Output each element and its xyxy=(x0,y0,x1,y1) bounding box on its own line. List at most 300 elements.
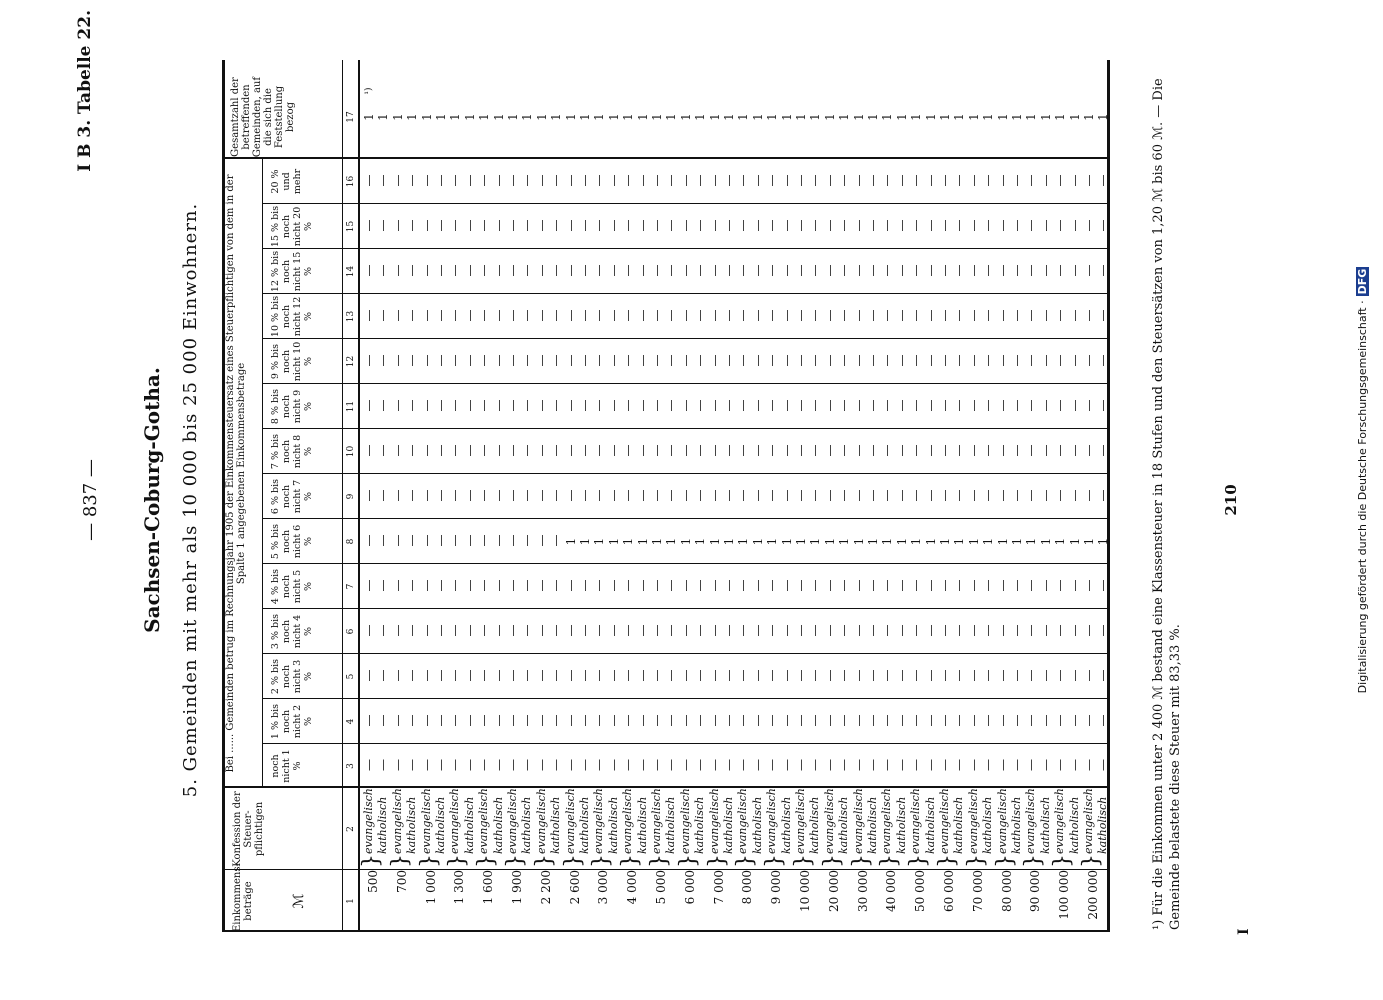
row-value: — xyxy=(376,309,391,322)
row-amount: 700 xyxy=(394,870,409,893)
row-value: — xyxy=(520,669,535,682)
row-value: — xyxy=(1096,264,1111,277)
row-value: — xyxy=(693,219,708,232)
row-value: — xyxy=(693,759,708,771)
row-value: — xyxy=(606,759,621,771)
row-value: — xyxy=(981,174,996,187)
row-value: — xyxy=(1096,624,1111,637)
row-value: — xyxy=(923,354,938,367)
row-amount: 500 xyxy=(366,870,380,893)
row-amount: 1 900 xyxy=(510,870,524,905)
row-confession: katholisch xyxy=(808,796,822,854)
row-value: — xyxy=(1067,714,1082,727)
row-value: 1 xyxy=(664,537,679,546)
row-value: — xyxy=(1038,669,1053,682)
row-value: — xyxy=(534,489,549,502)
row-value: — xyxy=(376,759,391,771)
row-confession: katholisch xyxy=(866,796,879,854)
row-confession: katholisch xyxy=(894,796,908,854)
row-value: — xyxy=(995,489,1010,502)
row-value: — xyxy=(506,399,520,412)
row-value: — xyxy=(952,399,967,412)
row-value: 1 xyxy=(736,537,751,546)
row-value: — xyxy=(1024,759,1039,771)
row-value: — xyxy=(851,264,866,277)
row-value: — xyxy=(419,399,434,412)
row-value: — xyxy=(722,264,736,277)
row-value: — xyxy=(938,489,952,502)
row-value: — xyxy=(952,579,967,592)
row-value: — xyxy=(707,219,722,232)
row-value: — xyxy=(592,444,607,457)
row-value: — xyxy=(563,174,578,187)
row-amount: 50 000 xyxy=(913,870,928,912)
row-confession: evangelisch xyxy=(938,788,951,854)
row-value: — xyxy=(563,624,578,637)
row-value: — xyxy=(390,354,405,367)
row-value: — xyxy=(693,489,708,502)
row-value: — xyxy=(635,354,650,367)
row-value: — xyxy=(995,444,1010,457)
row-total: 1 xyxy=(563,113,578,121)
row-total: 1 xyxy=(520,113,535,121)
row-value: — xyxy=(1038,759,1053,771)
row-brace: } xyxy=(704,854,730,868)
row-value: — xyxy=(1096,399,1111,412)
row-value: — xyxy=(434,309,448,322)
row-value: — xyxy=(491,174,506,187)
row-value: — xyxy=(434,399,448,412)
row-value: — xyxy=(866,354,880,367)
row-value: — xyxy=(765,354,780,367)
column-number: 11 xyxy=(346,400,356,413)
row-value: — xyxy=(693,669,708,682)
row-value: 1 xyxy=(650,537,664,546)
row-confession: katholisch xyxy=(750,796,764,854)
row-total: 1 xyxy=(707,113,722,121)
row-value: 1 xyxy=(678,537,693,546)
row-brace: } xyxy=(675,854,701,868)
col1-header-text: Einkommens-beträge xyxy=(232,863,254,932)
row-value: — xyxy=(563,309,578,322)
row-amount: 2 600 xyxy=(567,870,582,905)
row-value: — xyxy=(376,174,391,187)
row-value: — xyxy=(952,219,967,232)
row-value: — xyxy=(477,624,492,637)
row-value: — xyxy=(448,714,463,727)
row-confession: katholisch xyxy=(779,796,793,854)
row-value: — xyxy=(534,714,549,727)
row-value: — xyxy=(938,444,952,457)
row-value: — xyxy=(995,174,1010,187)
row-value: — xyxy=(578,399,592,412)
row-value: 1 xyxy=(981,537,996,546)
row-value: — xyxy=(966,489,981,502)
row-value: — xyxy=(1053,264,1068,277)
row-value: — xyxy=(405,624,420,637)
row-value: — xyxy=(1024,624,1039,637)
row-brace: } xyxy=(877,854,903,868)
row-value: — xyxy=(966,624,981,637)
row-value: — xyxy=(419,759,434,771)
row-value: — xyxy=(995,264,1010,277)
row-value: — xyxy=(462,759,477,771)
row-value: — xyxy=(1082,444,1096,457)
row-value: — xyxy=(1038,354,1053,367)
row-value: — xyxy=(678,174,693,187)
row-value: — xyxy=(707,759,722,771)
row-amount: 3 000 xyxy=(596,870,611,905)
row-value: — xyxy=(938,624,952,637)
row-value: — xyxy=(952,354,967,367)
row-value: — xyxy=(362,579,376,592)
row-value: — xyxy=(506,714,520,727)
row-confession: evangelisch xyxy=(851,788,865,854)
row-value: — xyxy=(405,399,420,412)
row-value: — xyxy=(621,354,636,367)
row-value: — xyxy=(693,399,708,412)
row-total: 1 xyxy=(390,113,405,121)
row-value: — xyxy=(549,489,564,502)
row-value: — xyxy=(534,399,549,412)
row-value: — xyxy=(376,534,391,547)
row-amount: 1 300 xyxy=(452,870,467,905)
row-value: — xyxy=(837,714,852,727)
row-total: 1 xyxy=(462,113,477,121)
row-value: — xyxy=(736,264,751,277)
row-confession: evangelisch xyxy=(1053,788,1067,854)
row-value: — xyxy=(434,219,448,232)
row-brace: } xyxy=(445,854,471,868)
row-value: — xyxy=(549,309,564,322)
row-value: — xyxy=(707,174,722,187)
row-value: — xyxy=(866,489,880,502)
row-value: — xyxy=(923,309,938,322)
row-brace: } xyxy=(416,854,442,868)
row-value: — xyxy=(362,759,376,771)
row-value: — xyxy=(894,759,909,771)
row-value: — xyxy=(938,579,952,592)
row-value: — xyxy=(1010,309,1024,322)
row-amount: 10 000 xyxy=(798,870,812,912)
row-value: — xyxy=(966,309,981,322)
row-value: — xyxy=(405,444,420,457)
row-value: — xyxy=(390,534,405,547)
row-value: 1 xyxy=(866,537,880,546)
row-value: — xyxy=(995,624,1010,637)
tax-rate-table xyxy=(222,60,1111,932)
row-value: — xyxy=(693,309,708,322)
row-value: — xyxy=(606,399,621,412)
row-value: — xyxy=(635,309,650,322)
row-value: — xyxy=(765,174,780,187)
row-value: — xyxy=(707,264,722,277)
row-total: 1 xyxy=(880,113,895,121)
row-value: — xyxy=(866,309,880,322)
row-value: — xyxy=(866,579,880,592)
row-confession: evangelisch xyxy=(362,788,375,854)
row-value: — xyxy=(938,174,952,187)
row-value: — xyxy=(880,489,895,502)
row-value: — xyxy=(765,714,780,727)
row-value: — xyxy=(362,309,376,322)
row-value: — xyxy=(563,264,578,277)
row-value: — xyxy=(477,174,492,187)
row-brace: } xyxy=(935,854,960,868)
row-value: — xyxy=(664,489,679,502)
row-value: — xyxy=(448,534,463,547)
row-value: — xyxy=(477,714,492,727)
row-value: — xyxy=(419,669,434,682)
row-value: — xyxy=(606,264,621,277)
row-value: — xyxy=(923,444,938,457)
column-number: 6 xyxy=(346,628,356,635)
row-value: 1 xyxy=(750,537,765,546)
roman-mark: I xyxy=(1236,928,1252,935)
row-total: 1 xyxy=(376,113,391,121)
row-value: — xyxy=(995,354,1010,367)
row-value: 1 xyxy=(808,537,823,546)
row-confession: katholisch xyxy=(376,796,390,854)
row-value: 1 xyxy=(794,537,808,546)
row-brace: } xyxy=(963,854,989,868)
column-divider xyxy=(262,383,1107,384)
row-value: — xyxy=(750,309,765,322)
row-total: 1 xyxy=(606,113,621,121)
row-total: 1 xyxy=(362,113,376,121)
row-value: — xyxy=(1096,759,1111,771)
column-number: 3 xyxy=(346,763,356,769)
row-value: — xyxy=(981,714,996,727)
row-value: — xyxy=(750,759,765,771)
row-value: — xyxy=(534,219,549,232)
row-value: — xyxy=(765,669,780,682)
row-value: — xyxy=(563,219,578,232)
row-brace: } xyxy=(647,854,672,868)
row-value: 1 xyxy=(621,537,636,546)
row-value: — xyxy=(909,309,924,322)
row-value: — xyxy=(506,354,520,367)
row-value: — xyxy=(1067,219,1082,232)
row-value: — xyxy=(549,669,564,682)
digitization-note xyxy=(1356,30,1369,930)
row-value: — xyxy=(693,264,708,277)
row-value: — xyxy=(736,579,751,592)
row-value: — xyxy=(736,714,751,727)
row-value: — xyxy=(736,219,751,232)
row-value: — xyxy=(650,444,664,457)
row-value: — xyxy=(520,579,535,592)
row-value: — xyxy=(779,444,794,457)
row-value: — xyxy=(1082,579,1096,592)
row-value: — xyxy=(1067,489,1082,502)
row-value: — xyxy=(419,309,434,322)
row-value: — xyxy=(1053,219,1068,232)
row-value: — xyxy=(808,714,823,727)
row-value: — xyxy=(1038,444,1053,457)
row-value: — xyxy=(851,759,866,771)
row-value: — xyxy=(606,489,621,502)
row-value: 1 xyxy=(722,537,736,546)
row-value: — xyxy=(794,174,808,187)
rate-header: 4 % bis noch nicht 5 % xyxy=(270,568,314,605)
row-value: — xyxy=(462,534,477,547)
row-value: — xyxy=(894,309,909,322)
row-total: 1 xyxy=(894,113,909,121)
row-value: — xyxy=(909,714,924,727)
row-value: — xyxy=(1067,759,1082,771)
row-value: — xyxy=(952,174,967,187)
row-value: — xyxy=(938,309,952,322)
row-value: — xyxy=(808,489,823,502)
row-value: — xyxy=(434,624,448,637)
column-number: 13 xyxy=(346,310,356,323)
row-value: — xyxy=(534,669,549,682)
header-rule xyxy=(358,60,360,932)
row-value: — xyxy=(434,534,448,547)
column-divider xyxy=(262,473,1107,474)
row-value: — xyxy=(534,444,549,457)
row-value: — xyxy=(491,579,506,592)
row-value: — xyxy=(822,624,837,637)
row-value: — xyxy=(578,714,592,727)
row-value: — xyxy=(736,669,751,682)
row-value: — xyxy=(477,354,492,367)
row-total: 1 xyxy=(995,113,1010,121)
row-value: — xyxy=(750,489,765,502)
row-value: — xyxy=(822,579,837,592)
rate-header: noch nicht 1 % xyxy=(270,749,303,783)
group-header: Bei ...... Gemeinden betrug im Rechnungsjahr 1905 der Einkommensteuersatz eines Steuerpflichtigen von dem in der Spalte 1 angegebenen Einkommensbetrage xyxy=(225,174,247,773)
row-brace: } xyxy=(733,854,759,868)
row-amount: 6 000 xyxy=(682,870,697,905)
row-value: — xyxy=(592,174,607,187)
row-value: — xyxy=(650,309,664,322)
row-value: — xyxy=(549,534,564,547)
row-value: — xyxy=(822,309,837,322)
row-value: — xyxy=(894,444,909,457)
column-divider xyxy=(262,338,1107,339)
row-value: — xyxy=(851,714,866,727)
row-total: 1 xyxy=(650,113,664,121)
row-value: — xyxy=(650,264,664,277)
row-total: 1 xyxy=(779,113,794,121)
row-value: — xyxy=(650,714,664,727)
row-value: — xyxy=(1024,264,1039,277)
row-value: — xyxy=(578,669,592,682)
row-value: — xyxy=(678,489,693,502)
row-value: — xyxy=(448,489,463,502)
row-value: — xyxy=(520,174,535,187)
row-value: — xyxy=(434,714,448,727)
row-value: — xyxy=(851,624,866,637)
row-value: — xyxy=(1038,174,1053,187)
row-value: — xyxy=(448,759,463,771)
row-value: — xyxy=(779,219,794,232)
footnote: ¹) Für die Einkommen unter 2 400 ℳ bestand eine Klassensteuer in 18 Stufen und den Steuersätzen von 1,20 ℳ bis 60 ℳ. — Die Gemeinde belastete diese Steuer mit 83,33 %. xyxy=(1151,78,1183,930)
row-value: — xyxy=(1038,264,1053,277)
row-value: — xyxy=(837,669,852,682)
row-value: — xyxy=(794,354,808,367)
row-value: — xyxy=(592,714,607,727)
row-value: — xyxy=(534,759,549,771)
row-value: — xyxy=(534,534,549,547)
row-value: — xyxy=(491,534,506,547)
row-value: — xyxy=(462,354,477,367)
row-value: — xyxy=(578,354,592,367)
row-value: — xyxy=(405,354,420,367)
row-value: — xyxy=(549,354,564,367)
rate-header: 3 % bis noch nicht 4 % xyxy=(270,613,314,650)
row-value: — xyxy=(506,264,520,277)
row-value: — xyxy=(722,174,736,187)
row-value: — xyxy=(592,669,607,682)
row-total: 1 xyxy=(477,113,492,121)
row-value: — xyxy=(462,489,477,502)
row-value: — xyxy=(534,264,549,277)
row-confession: katholisch xyxy=(405,796,419,854)
row-value: — xyxy=(808,624,823,637)
row-value: — xyxy=(405,714,420,727)
row-value: — xyxy=(909,264,924,277)
row-value: — xyxy=(750,219,765,232)
row-value: 1 xyxy=(822,537,837,546)
row-value: — xyxy=(1038,219,1053,232)
row-total: 1 xyxy=(1010,113,1024,121)
row-value: 1 xyxy=(578,537,592,546)
row-value: 1 xyxy=(1038,537,1053,546)
digitization-text: Digitalisierung gefördert durch die Deutsche Forschungsgemeinschaft · xyxy=(1356,300,1369,694)
row-value: — xyxy=(621,714,636,727)
row-value: — xyxy=(909,219,924,232)
row-value: — xyxy=(362,444,376,457)
row-amount: 8 000 xyxy=(740,870,755,905)
row-value: — xyxy=(750,399,765,412)
row-value: — xyxy=(909,174,924,187)
row-value: — xyxy=(866,174,880,187)
row-value: — xyxy=(722,219,736,232)
row-value: — xyxy=(506,669,520,682)
row-value: — xyxy=(1082,354,1096,367)
row-value: — xyxy=(981,624,996,637)
row-value: — xyxy=(606,579,621,592)
row-value: — xyxy=(880,354,895,367)
row-value: 1 xyxy=(1024,537,1039,546)
row-value: — xyxy=(779,489,794,502)
row-value: — xyxy=(362,219,376,232)
row-value: — xyxy=(966,669,981,682)
row-value: — xyxy=(909,579,924,592)
row-value: — xyxy=(477,759,492,771)
row-value: — xyxy=(1067,309,1082,322)
row-brace: } xyxy=(1021,854,1047,868)
row-value: — xyxy=(938,759,952,771)
row-value: 1 xyxy=(707,537,722,546)
row-confession: evangelisch xyxy=(1082,788,1095,854)
row-value: — xyxy=(650,399,664,412)
row-value: — xyxy=(952,444,967,457)
row-value: — xyxy=(606,219,621,232)
row-value: — xyxy=(837,399,852,412)
row-value: — xyxy=(1096,444,1111,457)
row-value: — xyxy=(1038,489,1053,502)
row-value: — xyxy=(621,579,636,592)
row-value: — xyxy=(520,534,535,547)
row-value: — xyxy=(405,174,420,187)
row-value: — xyxy=(549,444,564,457)
row-value: — xyxy=(736,354,751,367)
row-confession: evangelisch xyxy=(390,788,404,854)
